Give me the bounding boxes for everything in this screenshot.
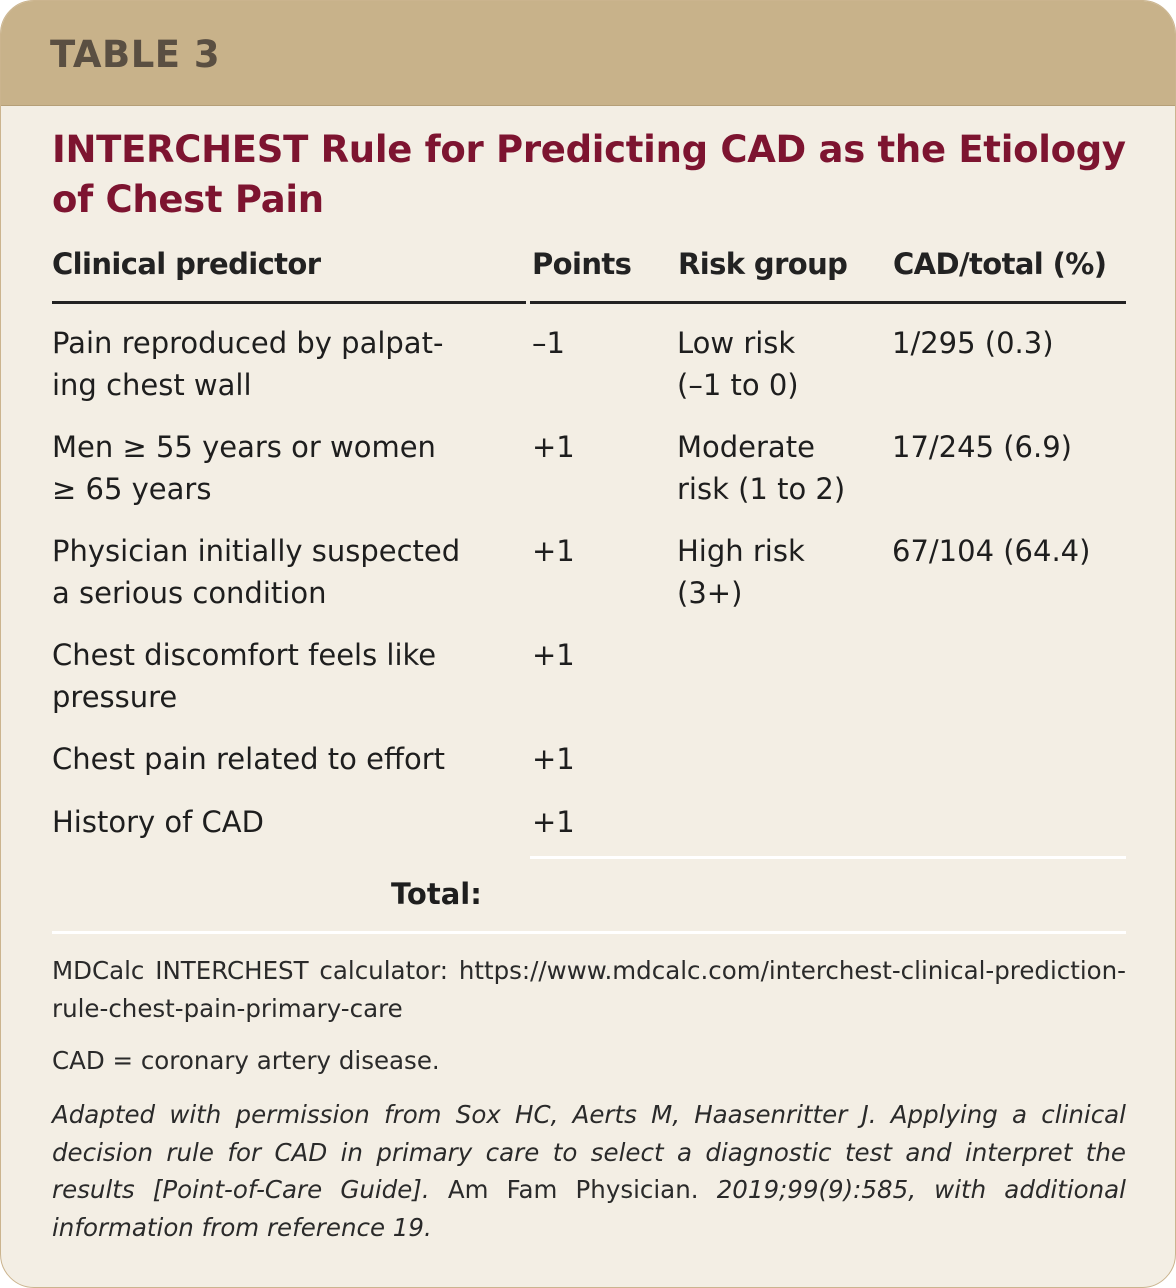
column-header-cad-total: CAD/total (%): [893, 247, 1107, 281]
predictor-points: –1: [532, 326, 565, 360]
predictor-text: Chest discomfort feels like pressure: [52, 638, 437, 714]
source-journal: Am Fam Physician.: [429, 1175, 717, 1204]
predictor-points: +1: [532, 534, 575, 568]
predictor-points: +1: [532, 638, 575, 672]
predictor-points: +1: [532, 805, 575, 839]
risk-group-cad-total: 1/295 (0.3): [892, 326, 1054, 360]
footnote-abbreviation: CAD = coronary artery disease.: [52, 1046, 440, 1075]
column-header-points: Points: [532, 247, 632, 281]
risk-group-label: Low risk (–1 to 0): [677, 326, 799, 402]
column-header-predictor: Clinical predictor: [52, 247, 321, 281]
points-total-rule: [530, 856, 1126, 859]
predictor-text: Pain reproduced by palpat- ing chest wall: [52, 326, 444, 402]
predictor-text: Men ≥ 55 years or women ≥ 65 years: [52, 430, 436, 506]
risk-group-cad-total: 67/104 (64.4): [892, 534, 1091, 568]
risk-group-label: High risk (3+): [677, 534, 805, 610]
predictor-points: +1: [532, 430, 575, 464]
total-label: Total:: [391, 877, 482, 911]
column-header-risk-group: Risk group: [678, 247, 848, 281]
table-label: TABLE 3: [50, 33, 221, 76]
predictor-points: +1: [532, 742, 575, 776]
source-citation-italic: Adapted with permission from Sox HC, Aerts M, Haasenritter J. Applying a clinical decision rule for CAD in primary care to select a diagnostic test and interpret the results [Point-of-Care Guide].: [52, 1100, 1126, 1204]
predictor-text: History of CAD: [52, 805, 264, 839]
risk-group-cad-total: 17/245 (6.9): [892, 430, 1072, 464]
risk-group-label: Moderate risk (1 to 2): [677, 430, 846, 506]
footnote-calculator: MDCalc INTERCHEST calculator: https://www.mdcalc.com/interchest-clinical-prediction-rule-chest-pain-primary-care: [52, 956, 1126, 1023]
predictor-text: Physician initially suspected a serious condition: [52, 534, 461, 610]
source-reference-italic: 2019;99(9):585, with additional information from reference 19.: [52, 1175, 1126, 1242]
predictor-text: Chest pain related to effort: [52, 742, 445, 776]
footnote-source: [52, 1096, 1126, 1246]
footnote-rule: [52, 931, 1126, 934]
header-rule-right: [530, 301, 1126, 304]
header-rule-left: [52, 301, 526, 304]
table-title: INTERCHEST Rule for Predicting CAD as the Etiology of Chest Pain: [52, 128, 1126, 221]
